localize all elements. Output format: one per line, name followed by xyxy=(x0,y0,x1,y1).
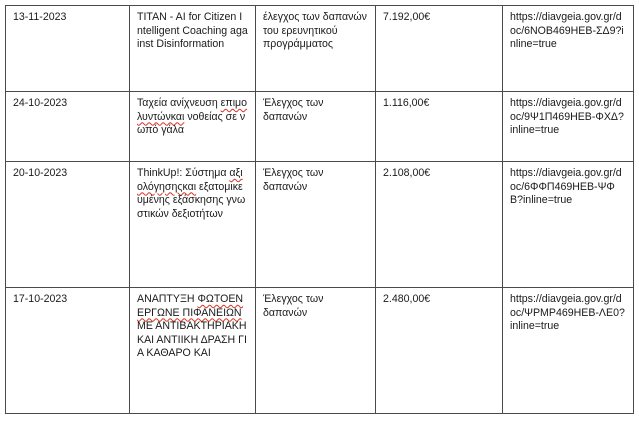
date-cell: 20-10-2023 xyxy=(6,162,130,288)
url-cell[interactable]: https://diavgeia.gov.gr/doc/6ΦΦΠ469ΗΕΒ-ΨΦΒ?inline=true xyxy=(503,162,634,288)
title-text-rest: νοθείας σε νωπό γάλα xyxy=(137,110,246,137)
title-text: ThinkUp!: Σύστημα xyxy=(137,167,230,179)
amount-cell: 1.116,00€ xyxy=(376,92,503,162)
table-row xyxy=(6,92,634,162)
title-misspelled-text: αξιολόγησηςκαι xyxy=(137,167,243,193)
title-text-rest: ΜΕ ΑΝΤΙΒΑΚΤΗΡΙΑΚΗ ΚΑΙ ΑΝΤΙΙΚΗ ΔΡΑΣΗ ΓΙΑ ΚΑΘΑΡΟ ΚΑΙ xyxy=(137,320,247,360)
table-row xyxy=(6,162,634,288)
amount-cell: 2.480,00€ xyxy=(376,288,503,414)
title-cell xyxy=(130,288,256,414)
amount-cell: 7.192,00€ xyxy=(376,6,503,92)
title-text: TITAN - AI for Citizen Intelligent Coaching against Disinformation xyxy=(137,11,248,51)
date-cell: 17-10-2023 xyxy=(6,288,130,414)
title-cell xyxy=(130,6,256,92)
url-cell[interactable]: https://diavgeia.gov.gr/doc/ΨΡΜΡ469ΗΕΒ-ΛΕ0?inline=true xyxy=(503,288,634,414)
amount-cell: 2.108,00€ xyxy=(376,162,503,288)
title-misspelled-text: επιμολυντώνκαι xyxy=(137,97,248,123)
description-cell: Έλεγχος των δαπανών xyxy=(256,288,376,414)
table-row xyxy=(6,6,634,92)
expenses-table xyxy=(5,5,634,414)
title-text-rest: εξατομικευμένης εξάσκησης γνωστικών δεξιοτήτων xyxy=(137,180,246,220)
title-misspelled-text: ΦΩΤΟΕΝΕΡΓΩΝΕ ΠΙΦΑΝΕΙΩΝ xyxy=(137,293,244,319)
description-cell: Έλεγχος των δαπανών xyxy=(256,162,376,288)
description-cell: Έλεγχος των δαπανών xyxy=(256,92,376,162)
title-text: Ταχεία ανίχνευση xyxy=(137,97,221,109)
date-cell: 24-10-2023 xyxy=(6,92,130,162)
url-cell[interactable]: https://diavgeia.gov.gr/doc/6ΝΟΒ469ΗΕΒ-ΣΔ9?inline=true xyxy=(503,6,634,92)
title-text: ΑΝΑΠΤΥΞΗ xyxy=(137,293,198,305)
title-cell xyxy=(130,92,256,162)
url-cell[interactable]: https://diavgeia.gov.gr/doc/9Ψ1Π469ΗΕΒ-ΦΧΔ?inline=true xyxy=(503,92,634,162)
table-row xyxy=(6,288,634,414)
title-cell xyxy=(130,162,256,288)
date-cell: 13-11-2023 xyxy=(6,6,130,92)
description-cell: έλεγχος των δαπανών του ερευνητικού προγράμματος xyxy=(256,6,376,92)
